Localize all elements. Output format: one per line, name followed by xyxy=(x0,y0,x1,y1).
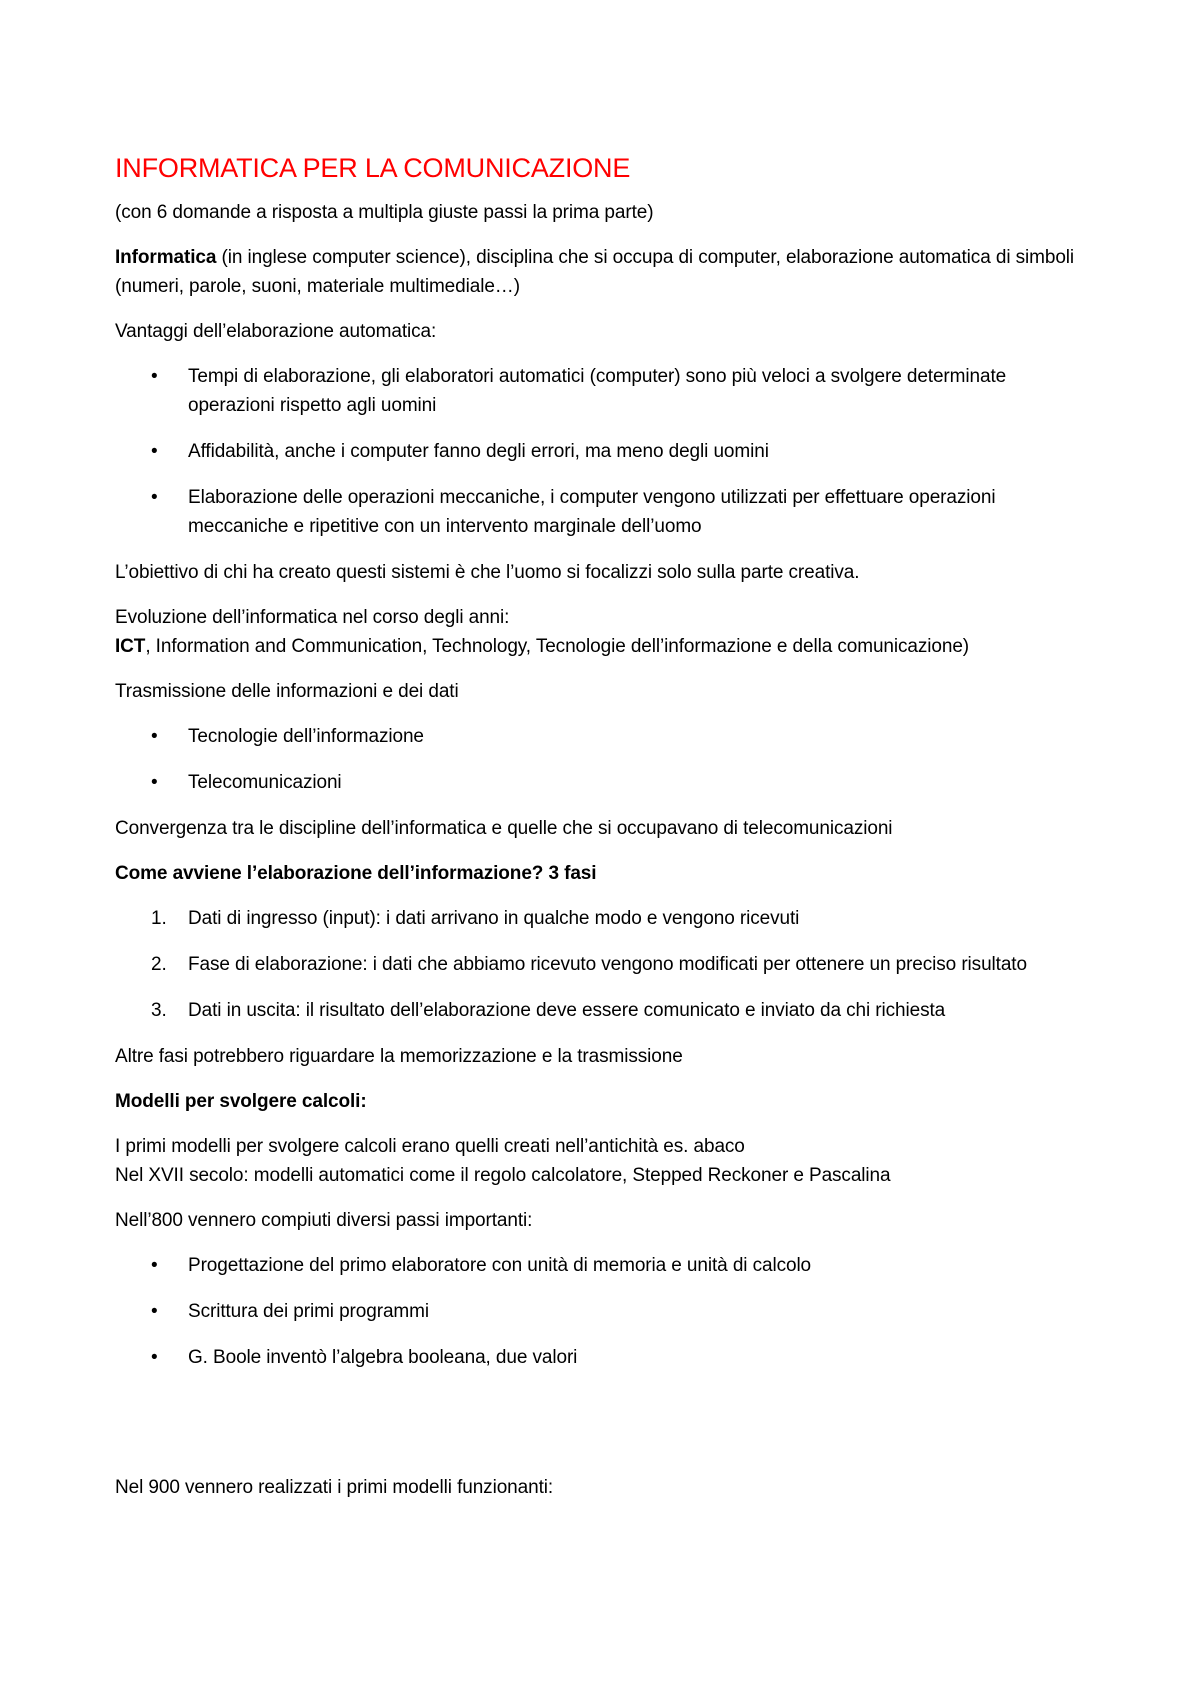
evoluzione-line: Evoluzione dell’informatica nel corso degli anni: xyxy=(115,607,510,628)
definition-text: (in inglese computer science), disciplina che si occupa di computer, elaborazione automatica di simboli (numeri, parole, suoni, materiale multimediale…) xyxy=(115,247,1075,297)
definition-term: Informatica xyxy=(115,247,217,268)
fasi-list xyxy=(115,904,1095,1025)
list-item-text: Elaborazione delle operazioni meccaniche, i computer vengono utilizzati per effettuare operazioni meccaniche e ripetitive con un intervento marginale dell’uomo xyxy=(188,487,996,537)
bullet-icon: • xyxy=(151,772,158,793)
ottocento-heading: Nell’800 vennero compiuti diversi passi importanti: xyxy=(115,1210,533,1231)
document-content xyxy=(115,148,1095,1518)
modelli-line: I primi modelli per svolgere calcoli erano quelli creati nell’antichità es. abaco xyxy=(115,1136,745,1157)
list-item xyxy=(115,768,1095,797)
blank-space xyxy=(115,1389,1095,1473)
list-number: 3. xyxy=(151,1000,167,1021)
ict-term: ICT xyxy=(115,636,146,657)
list-item xyxy=(115,483,1095,541)
list-number: 2. xyxy=(151,954,167,975)
bullet-icon: • xyxy=(151,487,158,508)
modelli-paragraph xyxy=(115,1132,1095,1190)
definition-paragraph xyxy=(115,243,1095,301)
list-item xyxy=(115,996,1095,1025)
list-item-text: Dati in uscita: il risultato dell’elaborazione deve essere comunicato e inviato da chi richiesta xyxy=(188,1000,946,1021)
list-item xyxy=(115,904,1095,933)
altre-fasi-paragraph: Altre fasi potrebbero riguardare la memorizzazione e la trasmissione xyxy=(115,1046,683,1067)
list-item xyxy=(115,1343,1095,1372)
list-item xyxy=(115,437,1095,466)
bullet-icon: • xyxy=(151,726,158,747)
ottocento-list xyxy=(115,1251,1095,1372)
list-item xyxy=(115,1297,1095,1326)
trasmissione-heading: Trasmissione delle informazioni e dei dati xyxy=(115,681,459,702)
fasi-heading xyxy=(115,859,1095,888)
novecento-paragraph: Nel 900 vennero realizzati i primi modelli funzionanti: xyxy=(115,1477,554,1498)
fasi-heading-text: Come avviene l’elaborazione dell’informazione? 3 fasi xyxy=(115,863,597,884)
modelli-line: Nel XVII secolo: modelli automatici come il regolo calcolatore, Stepped Reckoner e Pascalina xyxy=(115,1165,891,1186)
vantaggi-heading: Vantaggi dell’elaborazione automatica: xyxy=(115,321,437,342)
bullet-icon: • xyxy=(151,1301,158,1322)
list-item xyxy=(115,362,1095,420)
bullet-icon: • xyxy=(151,1255,158,1276)
intro-paragraph: (con 6 domande a risposta a multipla giuste passi la prima parte) xyxy=(115,202,654,223)
list-item-text: Scrittura dei primi programmi xyxy=(188,1301,429,1322)
list-item-text: Tecnologie dell’informazione xyxy=(188,726,424,747)
modelli-heading-text: Modelli per svolgere calcoli: xyxy=(115,1091,367,1112)
vantaggi-list xyxy=(115,362,1095,541)
list-item xyxy=(115,950,1095,979)
list-item-text: Affidabilità, anche i computer fanno degli errori, ma meno degli uomini xyxy=(188,441,769,462)
list-item-text: Tempi di elaborazione, gli elaboratori automatici (computer) sono più veloci a svolgere determinate operazioni rispetto agli uomini xyxy=(188,366,1007,416)
convergenza-paragraph: Convergenza tra le discipline dell’informatica e quelle che si occupavano di telecomunicazioni xyxy=(115,818,893,839)
bullet-icon: • xyxy=(151,1347,158,1368)
modelli-heading xyxy=(115,1087,1095,1116)
bullet-icon: • xyxy=(151,366,158,387)
obiettivo-paragraph: L’obiettivo di chi ha creato questi sistemi è che l’uomo si focalizzi solo sulla parte creativa. xyxy=(115,562,860,583)
ict-definition: , Information and Communication, Technology, Tecnologie dell’informazione e della comunicazione) xyxy=(145,636,970,657)
list-item xyxy=(115,1251,1095,1280)
list-item-text: Fase di elaborazione: i dati che abbiamo ricevuto vengono modificati per ottenere un preciso risultato xyxy=(188,954,1027,975)
list-item-text: G. Boole inventò l’algebra booleana, due valori xyxy=(188,1347,578,1368)
evoluzione-paragraph xyxy=(115,603,1095,661)
list-item-text: Dati di ingresso (input): i dati arrivano in qualche modo e vengono ricevuti xyxy=(188,908,800,929)
page-title: INFORMATICA PER LA COMUNICAZIONE xyxy=(115,153,631,183)
list-item-text: Telecomunicazioni xyxy=(188,772,342,793)
list-item xyxy=(115,722,1095,751)
list-item-text: Progettazione del primo elaboratore con unità di memoria e unità di calcolo xyxy=(188,1255,812,1276)
list-number: 1. xyxy=(151,908,167,929)
bullet-icon: • xyxy=(151,441,158,462)
trasmissione-list xyxy=(115,722,1095,797)
